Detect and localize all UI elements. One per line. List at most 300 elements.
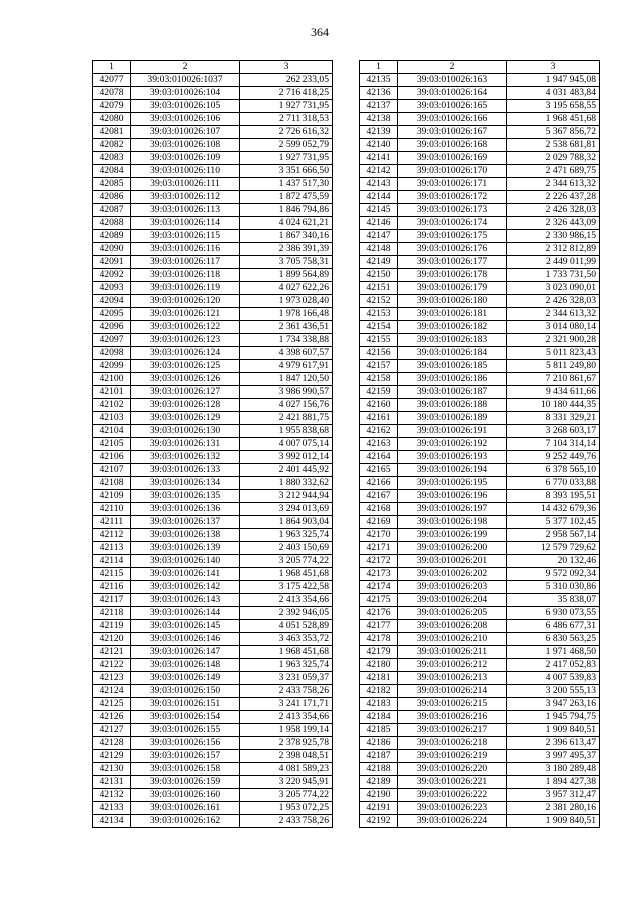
table-row — [93, 750, 333, 763]
cadastral-number-cell: 39:03:010026:134 — [131, 477, 240, 490]
table-row — [93, 451, 333, 464]
value-cell: 1 927 731,95 — [240, 152, 333, 165]
table-row — [360, 360, 600, 373]
cadastral-number-cell: 39:03:010026:162 — [131, 815, 240, 828]
row-number-cell: 42161 — [360, 412, 398, 425]
value-cell: 1 847 120,50 — [240, 373, 333, 386]
cadastral-number-cell: 39:03:010026:144 — [131, 607, 240, 620]
table-row — [93, 295, 333, 308]
row-number-cell: 42157 — [360, 360, 398, 373]
table-row — [360, 750, 600, 763]
value-cell: 1 867 340,16 — [240, 230, 333, 243]
cadastral-number-cell: 39:03:010026:116 — [131, 243, 240, 256]
value-cell: 2 321 900,28 — [507, 334, 600, 347]
row-number-cell: 42137 — [360, 100, 398, 113]
cadastral-number-cell: 39:03:010026:159 — [131, 776, 240, 789]
table-row — [93, 633, 333, 646]
cadastral-number-cell: 39:03:010026:115 — [131, 230, 240, 243]
value-cell: 1 947 945,08 — [507, 74, 600, 87]
cadastral-number-cell: 39:03:010026:123 — [131, 334, 240, 347]
row-number-cell: 42186 — [360, 737, 398, 750]
table-row — [360, 230, 600, 243]
cadastral-number-cell: 39:03:010026:201 — [398, 555, 507, 568]
cadastral-number-cell: 39:03:010026:178 — [398, 269, 507, 282]
cadastral-number-cell: 39:03:010026:126 — [131, 373, 240, 386]
value-cell: 4 031 483,84 — [507, 87, 600, 100]
row-number-cell: 42095 — [93, 308, 131, 321]
row-number-cell: 42130 — [93, 763, 131, 776]
cadastral-number-cell: 39:03:010026:215 — [398, 698, 507, 711]
value-cell: 1 894 427,38 — [507, 776, 600, 789]
cadastral-number-cell: 39:03:010026:167 — [398, 126, 507, 139]
cadastral-number-cell: 39:03:010026:120 — [131, 295, 240, 308]
row-number-cell: 42086 — [93, 191, 131, 204]
row-number-cell: 42138 — [360, 113, 398, 126]
value-cell: 2 421 881,75 — [240, 412, 333, 425]
row-number-cell: 42180 — [360, 659, 398, 672]
row-number-cell: 42174 — [360, 581, 398, 594]
value-cell: 4 027 156,76 — [240, 399, 333, 412]
cadastral-number-cell: 39:03:010026:165 — [398, 100, 507, 113]
row-number-cell: 42175 — [360, 594, 398, 607]
left-table — [92, 60, 333, 828]
table-row — [93, 542, 333, 555]
value-cell: 2 398 048,51 — [240, 750, 333, 763]
table-row — [360, 308, 600, 321]
cadastral-number-cell: 39:03:010026:1037 — [131, 74, 240, 87]
cadastral-number-cell: 39:03:010026:108 — [131, 139, 240, 152]
value-cell: 2 344 613,32 — [507, 178, 600, 191]
cadastral-number-cell: 39:03:010026:182 — [398, 321, 507, 334]
row-number-cell: 42110 — [93, 503, 131, 516]
row-number-cell: 42124 — [93, 685, 131, 698]
value-cell: 3 220 945,91 — [240, 776, 333, 789]
table-row — [360, 191, 600, 204]
value-cell: 2 538 681,81 — [507, 139, 600, 152]
cadastral-number-cell: 39:03:010026:151 — [131, 698, 240, 711]
table-row — [93, 399, 333, 412]
row-number-cell: 42134 — [93, 815, 131, 828]
column-header-value: 3 — [507, 61, 600, 74]
row-number-cell: 42191 — [360, 802, 398, 815]
table-row — [360, 100, 600, 113]
table-row — [360, 139, 600, 152]
value-cell: 5 811 249,80 — [507, 360, 600, 373]
row-number-cell: 42182 — [360, 685, 398, 698]
cadastral-number-cell: 39:03:010026:136 — [131, 503, 240, 516]
table-row — [93, 594, 333, 607]
value-cell: 4 051 528,89 — [240, 620, 333, 633]
cadastral-number-cell: 39:03:010026:212 — [398, 659, 507, 672]
value-cell: 1 880 332,62 — [240, 477, 333, 490]
cadastral-number-cell: 39:03:010026:161 — [131, 802, 240, 815]
value-cell: 3 205 774,22 — [240, 555, 333, 568]
row-number-cell: 42087 — [93, 204, 131, 217]
value-cell: 3 463 353,72 — [240, 633, 333, 646]
table-row — [93, 217, 333, 230]
row-number-cell: 42132 — [93, 789, 131, 802]
table-row — [360, 737, 600, 750]
row-number-cell: 42172 — [360, 555, 398, 568]
table-row — [360, 711, 600, 724]
value-cell: 3 268 603,17 — [507, 425, 600, 438]
row-number-cell: 42079 — [93, 100, 131, 113]
table-row — [93, 165, 333, 178]
row-number-cell: 42114 — [93, 555, 131, 568]
value-cell: 2 396 613,47 — [507, 737, 600, 750]
table-row — [93, 152, 333, 165]
value-cell: 2 433 758,26 — [240, 685, 333, 698]
cadastral-number-cell: 39:03:010026:183 — [398, 334, 507, 347]
table-row — [93, 685, 333, 698]
row-number-cell: 42102 — [93, 399, 131, 412]
right-table — [359, 60, 600, 828]
cadastral-number-cell: 39:03:010026:179 — [398, 282, 507, 295]
value-cell: 3 205 774,22 — [240, 789, 333, 802]
row-number-cell: 42192 — [360, 815, 398, 828]
row-number-cell: 42081 — [93, 126, 131, 139]
row-number-cell: 42136 — [360, 87, 398, 100]
row-number-cell: 42109 — [93, 490, 131, 503]
value-cell: 4 024 621,21 — [240, 217, 333, 230]
table-row — [360, 347, 600, 360]
table-row — [93, 672, 333, 685]
row-number-cell: 42189 — [360, 776, 398, 789]
value-cell: 3 231 059,37 — [240, 672, 333, 685]
table-row — [360, 477, 600, 490]
value-cell: 5 310 030,86 — [507, 581, 600, 594]
table-row — [360, 217, 600, 230]
cadastral-number-cell: 39:03:010026:133 — [131, 464, 240, 477]
table-row — [93, 659, 333, 672]
value-cell: 5 367 856,72 — [507, 126, 600, 139]
table-row — [93, 282, 333, 295]
row-number-cell: 42168 — [360, 503, 398, 516]
value-cell: 2 330 986,15 — [507, 230, 600, 243]
table-row — [360, 620, 600, 633]
row-number-cell: 42112 — [93, 529, 131, 542]
row-number-cell: 42144 — [360, 191, 398, 204]
table-row — [360, 529, 600, 542]
table-row — [360, 386, 600, 399]
row-number-cell: 42078 — [93, 87, 131, 100]
cadastral-number-cell: 39:03:010026:169 — [398, 152, 507, 165]
table-header-row — [93, 61, 333, 74]
table-row — [93, 737, 333, 750]
value-cell: 2 433 758,26 — [240, 815, 333, 828]
value-cell: 1 734 338,88 — [240, 334, 333, 347]
table-row — [360, 425, 600, 438]
value-cell: 262 233,05 — [240, 74, 333, 87]
cadastral-number-cell: 39:03:010026:195 — [398, 477, 507, 490]
table-row — [360, 282, 600, 295]
value-cell: 2 029 788,32 — [507, 152, 600, 165]
value-cell: 1 968 451,68 — [240, 646, 333, 659]
cadastral-number-cell: 39:03:010026:188 — [398, 399, 507, 412]
table-row — [93, 204, 333, 217]
value-cell: 2 361 436,51 — [240, 321, 333, 334]
cadastral-number-cell: 39:03:010026:192 — [398, 438, 507, 451]
row-number-cell: 42147 — [360, 230, 398, 243]
row-number-cell: 42092 — [93, 269, 131, 282]
row-number-cell: 42148 — [360, 243, 398, 256]
cadastral-number-cell: 39:03:010026:194 — [398, 464, 507, 477]
value-cell: 3 947 263,16 — [507, 698, 600, 711]
value-cell: 1 963 325,74 — [240, 529, 333, 542]
row-number-cell: 42101 — [93, 386, 131, 399]
row-number-cell: 42181 — [360, 672, 398, 685]
table-row — [93, 139, 333, 152]
value-cell: 3 986 990,57 — [240, 386, 333, 399]
cadastral-number-cell: 39:03:010026:137 — [131, 516, 240, 529]
cadastral-number-cell: 39:03:010026:174 — [398, 217, 507, 230]
cadastral-number-cell: 39:03:010026:175 — [398, 230, 507, 243]
value-cell: 6 930 073,55 — [507, 607, 600, 620]
value-cell: 1 899 564,89 — [240, 269, 333, 282]
value-cell: 3 014 080,14 — [507, 321, 600, 334]
row-number-cell: 42083 — [93, 152, 131, 165]
row-number-cell: 42128 — [93, 737, 131, 750]
value-cell: 1 955 838,68 — [240, 425, 333, 438]
cadastral-number-cell: 39:03:010026:203 — [398, 581, 507, 594]
value-cell: 1 733 731,50 — [507, 269, 600, 282]
value-cell: 6 486 677,31 — [507, 620, 600, 633]
table-row — [93, 256, 333, 269]
table-row — [360, 672, 600, 685]
value-cell: 1 973 028,40 — [240, 295, 333, 308]
row-number-cell: 42153 — [360, 308, 398, 321]
cadastral-number-cell: 39:03:010026:170 — [398, 165, 507, 178]
cadastral-number-cell: 39:03:010026:139 — [131, 542, 240, 555]
row-number-cell: 42117 — [93, 594, 131, 607]
row-number-cell: 42127 — [93, 724, 131, 737]
row-number-cell: 42131 — [93, 776, 131, 789]
table-row — [360, 568, 600, 581]
value-cell: 4 007 075,14 — [240, 438, 333, 451]
cadastral-number-cell: 39:03:010026:216 — [398, 711, 507, 724]
row-number-cell: 42178 — [360, 633, 398, 646]
value-cell: 35 838,07 — [507, 594, 600, 607]
value-cell: 2 326 443,09 — [507, 217, 600, 230]
value-cell: 2 426 328,03 — [507, 295, 600, 308]
row-number-cell: 42103 — [93, 412, 131, 425]
table-row — [360, 152, 600, 165]
row-number-cell: 42116 — [93, 581, 131, 594]
cadastral-number-cell: 39:03:010026:146 — [131, 633, 240, 646]
table-row — [93, 503, 333, 516]
value-cell: 4 027 622,26 — [240, 282, 333, 295]
table-row — [360, 87, 600, 100]
table-row — [93, 776, 333, 789]
table-row — [93, 412, 333, 425]
value-cell: 1 909 840,51 — [507, 815, 600, 828]
cadastral-number-cell: 39:03:010026:200 — [398, 542, 507, 555]
table-row — [93, 789, 333, 802]
row-number-cell: 42152 — [360, 295, 398, 308]
value-cell: 2 726 616,32 — [240, 126, 333, 139]
row-number-cell: 42151 — [360, 282, 398, 295]
cadastral-number-cell: 39:03:010026:119 — [131, 282, 240, 295]
table-row — [360, 321, 600, 334]
value-cell: 1 846 794,86 — [240, 204, 333, 217]
table-row — [93, 126, 333, 139]
value-cell: 2 426 328,03 — [507, 204, 600, 217]
cadastral-number-cell: 39:03:010026:199 — [398, 529, 507, 542]
cadastral-number-cell: 39:03:010026:141 — [131, 568, 240, 581]
row-number-cell: 42145 — [360, 204, 398, 217]
cadastral-number-cell: 39:03:010026:109 — [131, 152, 240, 165]
row-number-cell: 42187 — [360, 750, 398, 763]
row-number-cell: 42173 — [360, 568, 398, 581]
cadastral-number-cell: 39:03:010026:112 — [131, 191, 240, 204]
cadastral-number-cell: 39:03:010026:172 — [398, 191, 507, 204]
row-number-cell: 42183 — [360, 698, 398, 711]
cadastral-number-cell: 39:03:010026:105 — [131, 100, 240, 113]
value-cell: 3 023 090,01 — [507, 282, 600, 295]
row-number-cell: 42120 — [93, 633, 131, 646]
cadastral-number-cell: 39:03:010026:124 — [131, 347, 240, 360]
table-row — [360, 490, 600, 503]
value-cell: 2 958 567,14 — [507, 529, 600, 542]
value-cell: 3 241 171,71 — [240, 698, 333, 711]
value-cell: 2 344 613,32 — [507, 308, 600, 321]
table-row — [360, 165, 600, 178]
cadastral-number-cell: 39:03:010026:220 — [398, 763, 507, 776]
row-number-cell: 42085 — [93, 178, 131, 191]
row-number-cell: 42097 — [93, 334, 131, 347]
row-number-cell: 42125 — [93, 698, 131, 711]
cadastral-number-cell: 39:03:010026:210 — [398, 633, 507, 646]
table-row — [360, 802, 600, 815]
cadastral-number-cell: 39:03:010026:214 — [398, 685, 507, 698]
table-row — [93, 113, 333, 126]
row-number-cell: 42126 — [93, 711, 131, 724]
value-cell: 14 432 679,36 — [507, 503, 600, 516]
row-number-cell: 42142 — [360, 165, 398, 178]
value-cell: 6 378 565,10 — [507, 464, 600, 477]
cadastral-number-cell: 39:03:010026:166 — [398, 113, 507, 126]
table-row — [360, 698, 600, 711]
value-cell: 10 180 444,35 — [507, 399, 600, 412]
row-number-cell: 42082 — [93, 139, 131, 152]
value-cell: 4 979 617,91 — [240, 360, 333, 373]
cadastral-number-cell: 39:03:010026:219 — [398, 750, 507, 763]
cadastral-number-cell: 39:03:010026:154 — [131, 711, 240, 724]
table-row — [360, 542, 600, 555]
cadastral-number-cell: 39:03:010026:135 — [131, 490, 240, 503]
value-cell: 8 331 329,21 — [507, 412, 600, 425]
table-row — [93, 360, 333, 373]
cadastral-number-cell: 39:03:010026:202 — [398, 568, 507, 581]
table-row — [360, 607, 600, 620]
table-row — [93, 74, 333, 87]
value-cell: 9 252 449,76 — [507, 451, 600, 464]
table-row — [93, 464, 333, 477]
cadastral-number-cell: 39:03:010026:222 — [398, 789, 507, 802]
table-row — [93, 347, 333, 360]
value-cell: 3 992 012,14 — [240, 451, 333, 464]
value-cell: 3 175 422,58 — [240, 581, 333, 594]
row-number-cell: 42119 — [93, 620, 131, 633]
value-cell: 2 413 354,66 — [240, 594, 333, 607]
row-number-cell: 42113 — [93, 542, 131, 555]
cadastral-number-cell: 39:03:010026:128 — [131, 399, 240, 412]
cadastral-number-cell: 39:03:010026:157 — [131, 750, 240, 763]
value-cell: 1 437 517,30 — [240, 178, 333, 191]
table-row — [360, 516, 600, 529]
table-row — [93, 243, 333, 256]
row-number-cell: 42129 — [93, 750, 131, 763]
cadastral-number-cell: 39:03:010026:118 — [131, 269, 240, 282]
table-row — [360, 204, 600, 217]
table-row — [360, 113, 600, 126]
row-number-cell: 42176 — [360, 607, 398, 620]
row-number-cell: 42165 — [360, 464, 398, 477]
cadastral-number-cell: 39:03:010026:106 — [131, 113, 240, 126]
table-row — [93, 373, 333, 386]
cadastral-number-cell: 39:03:010026:193 — [398, 451, 507, 464]
table-row — [93, 581, 333, 594]
cadastral-number-cell: 39:03:010026:186 — [398, 373, 507, 386]
value-cell: 8 393 195,51 — [507, 490, 600, 503]
value-cell: 2 716 418,25 — [240, 87, 333, 100]
row-number-cell: 42170 — [360, 529, 398, 542]
row-number-cell: 42122 — [93, 659, 131, 672]
cadastral-number-cell: 39:03:010026:180 — [398, 295, 507, 308]
value-cell: 4 081 589,23 — [240, 763, 333, 776]
cadastral-number-cell: 39:03:010026:213 — [398, 672, 507, 685]
row-number-cell: 42158 — [360, 373, 398, 386]
table-row — [360, 451, 600, 464]
table-row — [360, 269, 600, 282]
cadastral-number-cell: 39:03:010026:122 — [131, 321, 240, 334]
value-cell: 3 180 289,48 — [507, 763, 600, 776]
table-row — [93, 269, 333, 282]
cadastral-number-cell: 39:03:010026:211 — [398, 646, 507, 659]
cadastral-number-cell: 39:03:010026:185 — [398, 360, 507, 373]
cadastral-number-cell: 39:03:010026:221 — [398, 776, 507, 789]
value-cell: 2 386 391,39 — [240, 243, 333, 256]
value-cell: 2 226 437,28 — [507, 191, 600, 204]
cadastral-number-cell: 39:03:010026:121 — [131, 308, 240, 321]
cadastral-number-cell: 39:03:010026:173 — [398, 204, 507, 217]
cadastral-number-cell: 39:03:010026:145 — [131, 620, 240, 633]
row-number-cell: 42106 — [93, 451, 131, 464]
table-row — [360, 399, 600, 412]
cadastral-number-cell: 39:03:010026:113 — [131, 204, 240, 217]
row-number-cell: 42155 — [360, 334, 398, 347]
cadastral-number-cell: 39:03:010026:130 — [131, 425, 240, 438]
value-cell: 9 572 092,34 — [507, 568, 600, 581]
cadastral-number-cell: 39:03:010026:181 — [398, 308, 507, 321]
table-row — [93, 568, 333, 581]
table-header-row — [360, 61, 600, 74]
table-row — [93, 191, 333, 204]
row-number-cell: 42140 — [360, 139, 398, 152]
value-cell: 1 927 731,95 — [240, 100, 333, 113]
row-number-cell: 42100 — [93, 373, 131, 386]
row-number-cell: 42108 — [93, 477, 131, 490]
value-cell: 2 312 812,89 — [507, 243, 600, 256]
table-row — [360, 412, 600, 425]
cadastral-number-cell: 39:03:010026:107 — [131, 126, 240, 139]
cadastral-number-cell: 39:03:010026:138 — [131, 529, 240, 542]
cadastral-number-cell: 39:03:010026:129 — [131, 412, 240, 425]
value-cell: 1 864 903,04 — [240, 516, 333, 529]
table-row — [360, 243, 600, 256]
table-row — [93, 178, 333, 191]
table-row — [360, 464, 600, 477]
